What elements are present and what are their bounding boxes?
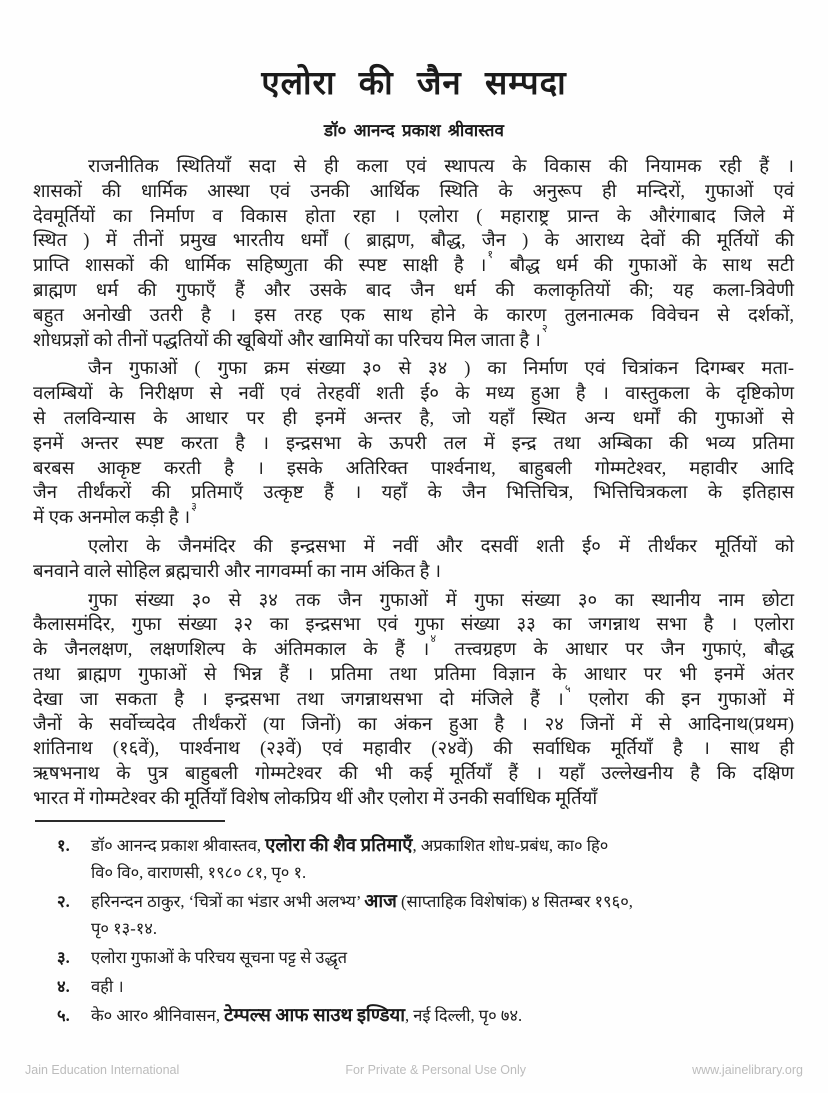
footnote [33,944,798,971]
footnote-line [91,973,798,1000]
scan-footer [0,1063,828,1077]
text-segment: के जैनलक्षण, लक्षणशिल्प के अंतिमकाल के हैं । [33,640,430,661]
text-segment: गुफा संख्या ३० से ३४ तक जैन गुफाओं में गुफा संख्या ३० का स्थानीय नाम छोटा [88,590,794,611]
text-segment: देवमूर्तियों का निर्माण व विकास होता रहा । एलोरा ( महाराष्ट्र प्रान्त के औरंगाबाद जिले में [33,206,794,227]
text-line [33,589,794,614]
text-line [33,249,795,279]
text-line [33,229,794,254]
paragraph [33,589,794,812]
text-segment: जैन गुफाओं ( गुफा क्रम संख्या ३० से ३४ ) का निर्माण एवं चित्रांकन दिगम्बर मता- [88,359,794,380]
text-segment: शोधप्रज्ञों को तीनों पद्धतियों की खूबियों और खामियों का परिचय मिल जाता है । [33,330,541,351]
text-segment: के० आर० श्रीनिवासन, [91,1005,225,1025]
footnote-text [91,973,798,1000]
text-segment: टेम्पल्स आफ साउथ इण्डिया [224,1004,405,1025]
footnote-ref: ४ [430,632,437,645]
footnote-number: २. [57,891,70,911]
paragraph [33,357,794,531]
text-line [33,180,794,205]
text-segment: एलोरा की इन गुफाओं में [571,689,795,710]
text-line [33,382,794,407]
footnote-line [91,888,798,915]
text-segment: ऋषभनाथ के पुत्र बाहुबली गोम्मटेश्वर की भी कई मूर्तियाँ हैं । यहाँ उल्लेखनीय है कि दक्षिण [33,764,794,785]
text-line [33,682,795,713]
text-segment: कैलासमंदिर, गुफा संख्या ३२ का इन्द्रसभा एवं गुफा संख्या ३३ का जगन्नाथ सभा है । एलोरा [33,615,794,636]
footnote-line [91,832,798,859]
footnote-ref: ५ [564,682,571,695]
footnote-text [91,944,798,971]
text-line [33,535,794,560]
text-segment: , नई दिल्ली, पृ० ७४. [404,1005,523,1025]
paragraph [33,155,794,353]
footnotes-section [33,832,798,1029]
text-line [33,737,794,762]
paragraph [33,535,794,585]
footnote-ref: १ [487,249,494,262]
text-segment: तत्त्वग्रहण के आधार पर जैन गुफाएं, बौद्ध [437,640,794,661]
text-line [33,304,794,329]
text-segment: ब्राह्मण धर्म की गुफाएँ हैं और उसके बाद जैन धर्म की कलाकृतियों की; यह कला-त्रिवेणी [33,280,794,301]
text-segment: हरिनन्दन ठाकुर, ‘चित्रों का भंडार अभी अलभ्य’ [91,891,365,911]
text-segment: बरबस आकृष्ट करती है । इसके अतिरिक्त पार्श्वनाथ, बाहुबली गोम्मटेश्वर, महावीर आदि [33,458,794,479]
text-segment: आज [364,890,397,911]
footnote-line [91,915,798,942]
text-line [33,457,794,482]
footnote-separator [35,820,225,822]
text-segment: जैन तीर्थंकरों की प्रतिमाएँ उत्कृष्ट हैं । यहाँ के जैन भित्तिचित्र, भित्तिचित्रकला के इतिहास [33,483,794,504]
text-line [33,713,794,738]
text-line [33,323,794,354]
text-segment: बहुत अनोखी उतरी है । इस तरह एक साथ होने के कारण तुलनात्मक विवेचन से दर्शकों, [33,305,794,326]
text-line [33,560,794,585]
text-segment: वि० वि०, वाराणसी, १९८० ८१, पृ० १. [91,862,307,882]
text-segment: एलोरा गुफाओं के परिचय सूचना पट्ट से उद्धृत [91,947,348,967]
text-segment: में एक अनमोल कड़ी है । [33,508,191,529]
article-body [33,155,794,812]
text-segment: एलोरा की शैव प्रतिमाएँ [265,834,413,855]
text-segment: वलम्बियों के निरीक्षण से नवीं एवं तेरहवीं शती ई० के मध्य हुआ है । वास्तुकला के दृष्टिकोण [33,384,794,405]
text-segment: शासकों की धार्मिक आस्था एवं उनकी आर्थिक स्थिति के अनुरूप ही मन्दिरों, गुफाओं एवं [33,181,794,202]
footnote-text [91,888,798,942]
footer-website: www.jainelibrary.org [692,1063,803,1077]
footnote-line [91,944,798,971]
footnote-number: ३. [57,947,70,967]
text-line [33,205,794,230]
footnote [33,888,798,942]
text-line [33,762,794,787]
footnote [33,832,798,886]
page-title: एलोरा की जैन सम्पदा [261,66,567,102]
footnote [33,1002,798,1029]
text-segment: जैनों के सर्वोच्चदेव तीर्थंकरों (या जिनों) का अंकन हुआ है । २४ जिनों में से आदिनाथ(प्रथम) [33,714,794,735]
text-segment: प्राप्ति शासकों की धार्मिक सहिष्णुता की स्पष्ट साक्षी है । [33,256,487,277]
footnote-ref: २ [541,323,548,336]
text-line [33,279,794,304]
text-segment: तथा ब्राह्मण गुफाओं से भिन्न हैं । प्रतिमा तथा प्रतिमा विज्ञान के आधार पर भी इनमें अंतर [33,664,794,685]
text-line [33,357,794,382]
text-line [33,432,794,457]
text-segment: डॉ० आनन्द प्रकाश श्रीवास्तव, [91,835,266,855]
text-line [33,407,794,432]
text-segment: बौद्ध धर्म की गुफाओं के साथ सटी [494,256,795,277]
footnote-text [91,832,798,886]
footnote-line [91,1002,798,1029]
text-line [33,613,794,638]
footer-usage-note: For Private & Personal Use Only [345,1063,526,1077]
text-line [33,155,794,180]
text-segment: स्थित ) में तीनों प्रमुख भारतीय धर्मों ( ब्राह्मण, बौद्ध, जैन ) के आराध्य देवों की मूर्तियों की [33,231,794,252]
text-segment: राजनीतिक स्थितियाँ सदा से ही कला एवं स्थापत्य के विकास की नियामक रही हैं । [88,157,794,177]
footnote-number: १. [57,835,70,855]
text-segment: , अप्रकाशित शोध-प्रबंध, का० हि० [412,835,609,855]
footnote [33,973,798,1000]
author-byline: डॉ० आनन्द प्रकाश श्रीवास्तव [324,121,504,140]
text-segment: देखा जा सकता है । इन्द्रसभा तथा जगन्नाथसभा दो मंजिले हैं । [33,689,564,710]
footnote-number: ५. [57,1005,70,1025]
text-segment: वही । [91,976,124,996]
footer-publisher: Jain Education International [25,1063,180,1077]
text-segment: एलोरा के जैनमंदिर की इन्द्रसभा में नवीं और दसवीं शती ई० में तीर्थंकर मूर्तियों को [88,536,794,557]
text-segment: पृ० १३-१४. [91,918,158,938]
text-line [33,632,794,663]
footnote-number: ४. [57,976,70,996]
footnote-text [91,1002,798,1029]
text-segment: इनमें अन्तर स्पष्ट करता है । इन्द्रसभा के ऊपरी तल में इन्द्र तथा अम्बिका की भव्य प्रतिमा [33,433,794,454]
text-segment: शांतिनाथ (१६वें), पार्श्वनाथ (२३वें) एवं महावीर (२४वें) की सर्वाधिक मूर्तियाँ है । साथ ही [33,739,794,760]
footnote-ref: ३ [191,501,197,513]
text-segment: (साप्ताहिक विशेषांक) ४ सितम्बर १९६०, [396,891,633,911]
text-segment: बनवाने वाले सोहिल ब्रह्मचारी और नागवर्म्मा का नाम अंकित है । [33,561,442,582]
text-line [33,787,794,812]
text-line [33,481,794,506]
text-segment: भारत में गोम्मटेश्वर की मूर्तियाँ विशेष लोकप्रिय थीं और एलोरा में उनकी सर्वाधिक मूर्तियाँ [33,788,598,809]
text-line [33,501,794,531]
footnote-line [91,859,798,886]
text-segment: से तलविन्यास के आधार पर ही इनमें अन्तर है, जो यहाँ स्थित अन्य धर्मों की गुफाओं से [33,408,794,429]
text-line [33,663,794,688]
